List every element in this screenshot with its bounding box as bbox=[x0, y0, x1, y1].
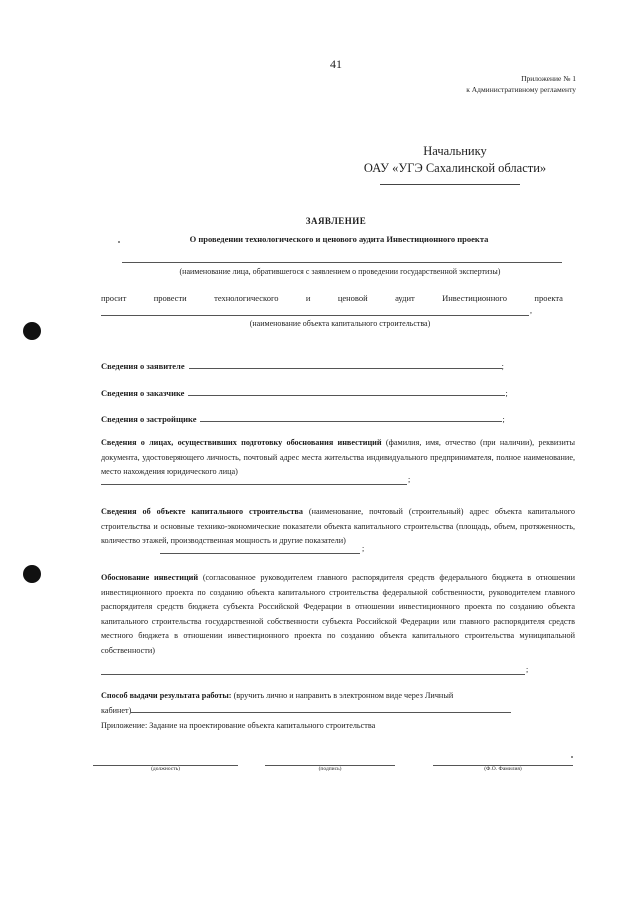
developer-field: Сведения о застройщике ; bbox=[101, 414, 505, 424]
document-subtitle: О проведении технологического и ценового аудита Инвестиционного проекта bbox=[189, 234, 489, 244]
result-method-line-2 bbox=[101, 703, 511, 715]
object-name-line[interactable] bbox=[101, 315, 529, 316]
request-word: и bbox=[305, 293, 311, 303]
scan-speck bbox=[571, 756, 573, 758]
applicant-input-line[interactable] bbox=[189, 359, 502, 369]
object-info-text: (наименование, почтовый (строительный) адрес объекта капитального строительства и основные технико-экономические показатели объекта капитального строительства (площадь, объем, протяженность, количество этажей, производственная мощность и другие показатели) bbox=[101, 507, 575, 546]
object-line-end: , bbox=[530, 306, 532, 315]
punch-hole-top bbox=[23, 322, 41, 340]
position-label: (должность) bbox=[151, 766, 180, 772]
justification-text: (согласованное руководителем главного распорядителя средств федерального бюджета в отношении инвестиционного проекта по созданию объекта капитального строительства федеральной собственности, руководителем главного распорядителя средств бюджета субъекта Российской Федерации в отношении инвестиционного проекта по созданию объекта капитального строительства государственной собственности субъекта Российской Федерации или главного распорядителя средств местного бюджета в отношении инвестиционного проекта по созданию объекта капитального строительства муниципальной собственности) bbox=[101, 573, 575, 655]
request-word: просит bbox=[101, 293, 127, 303]
result-method-text: (вручить лично и направить в электронном виде через Личный bbox=[231, 691, 454, 700]
developer-label: Сведения о застройщике bbox=[101, 414, 197, 424]
appendix-line-1: Приложение № 1 bbox=[521, 74, 576, 83]
addressee-block bbox=[360, 143, 550, 177]
signature-label: (подпись) bbox=[318, 766, 342, 772]
line-end: ; bbox=[362, 544, 365, 553]
appendix-line-2: к Административному регламенту bbox=[466, 85, 576, 94]
result-method-input-line[interactable] bbox=[131, 703, 511, 713]
request-word: ценовой bbox=[337, 293, 368, 303]
justification-title: Обоснование инвестиций bbox=[101, 573, 199, 582]
result-method-title: Способ выдачи результата работы: bbox=[101, 691, 232, 700]
object-info-line[interactable] bbox=[160, 553, 360, 554]
object-name-hint: (наименование объекта капитального строительства) bbox=[249, 319, 431, 328]
persons-info-title: Сведения о лицах, осуществивших подготовку обоснования инвестиций bbox=[101, 438, 382, 447]
justification-block bbox=[101, 571, 575, 659]
customer-field: Сведения о заказчике ; bbox=[101, 388, 508, 398]
result-method-block bbox=[101, 689, 575, 704]
applicant-name-hint: (наименование лица, обратившегося с заявлением о проведении государственной экспертизы) bbox=[179, 267, 501, 276]
justification-line[interactable] bbox=[101, 674, 525, 675]
persons-info-text: (фамилия, имя, отчество (при наличии), реквизиты документа, удостоверяющего личность, почтовый адрес места жительства индивидуального предпринимателя, полное наименование, место нахождения юридического лица) bbox=[101, 438, 575, 477]
request-row bbox=[101, 293, 563, 303]
request-word: Инвестиционного bbox=[442, 293, 508, 303]
applicant-field: Сведения о заявителе ; bbox=[101, 361, 504, 371]
object-info-block bbox=[101, 505, 575, 549]
addressee-line-2: ОАУ «УГЭ Сахалинской области» bbox=[363, 161, 547, 175]
result-method-cabinet: кабинет) bbox=[101, 706, 132, 715]
request-word: аудит bbox=[395, 293, 415, 303]
persons-info-block bbox=[101, 436, 575, 480]
name-label: (Ф.О. Фамилия) bbox=[484, 766, 522, 772]
request-word: технологического bbox=[214, 293, 279, 303]
addressee-name-line[interactable] bbox=[380, 184, 520, 185]
request-word: проекта bbox=[534, 293, 563, 303]
line-end: ; bbox=[526, 665, 529, 674]
customer-label: Сведения о заказчике bbox=[101, 388, 185, 398]
attachment-line: Приложение: Задание на проектирование объекта капитального строительства bbox=[101, 721, 376, 730]
persons-info-line[interactable] bbox=[101, 484, 407, 485]
document-title: ЗАЯВЛЕНИЕ bbox=[305, 216, 367, 226]
developer-input-line[interactable] bbox=[200, 412, 502, 422]
object-info-title: Сведения об объекте капитального строительства bbox=[101, 507, 303, 516]
line-end: ; bbox=[408, 475, 411, 484]
appendix-reference bbox=[466, 73, 576, 95]
request-word: провести bbox=[153, 293, 187, 303]
customer-input-line[interactable] bbox=[188, 386, 505, 396]
punch-hole-bottom bbox=[23, 565, 41, 583]
addressee-line-1: Начальнику bbox=[423, 144, 487, 158]
page-number: 41 bbox=[330, 57, 342, 71]
applicant-label: Сведения о заявителе bbox=[101, 361, 185, 371]
applicant-name-line[interactable] bbox=[122, 262, 562, 263]
